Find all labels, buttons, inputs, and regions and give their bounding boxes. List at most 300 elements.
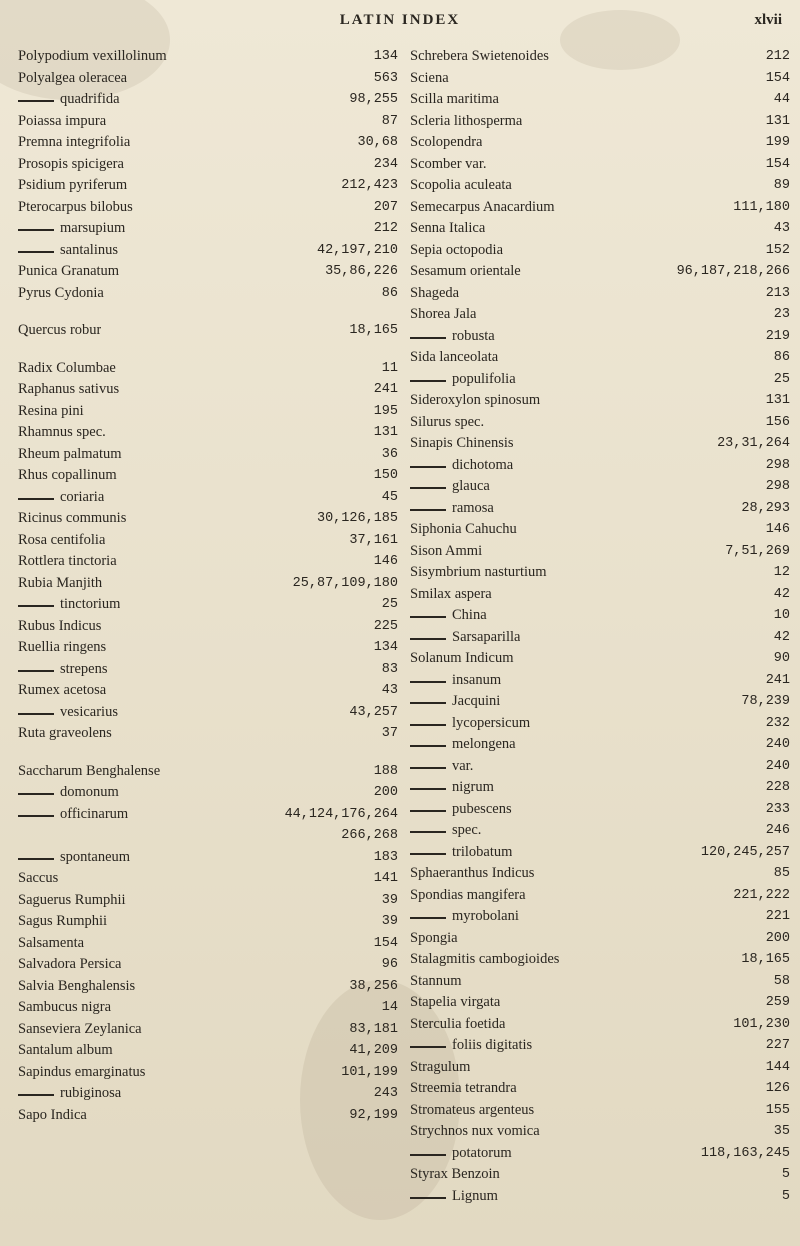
entry-name: tinctorium [18, 594, 120, 616]
right-index-column [410, 46, 790, 1223]
entry-name: Sagus Rumphii [18, 913, 108, 929]
entry-page-refs: 86 [381, 285, 398, 301]
entry-page-refs: 212,423 [341, 178, 398, 193]
entry-page-refs: 156 [765, 414, 790, 430]
entry-page-refs: 154 [765, 70, 790, 86]
index-entry [18, 804, 398, 826]
entry-name: Radix Columbae [18, 359, 116, 376]
index-entry [18, 487, 398, 509]
entry-name: potatorum [410, 1143, 512, 1165]
entry-page-refs: 152 [765, 242, 790, 258]
entry-page-refs: 25 [381, 597, 398, 612]
entry-name: strepens [18, 659, 108, 681]
entry-page-refs: 12 [773, 565, 790, 580]
index-entry [18, 68, 398, 90]
entry-name: santalinus [18, 240, 118, 262]
entry-page-refs: 199 [765, 135, 790, 150]
entry-name: Sepia octopodia [410, 241, 504, 258]
entry-name: Punica Granatum [18, 263, 120, 279]
index-entry [18, 240, 398, 262]
entry-name: Rubus Indicus [18, 617, 102, 634]
entry-name: Spondias mangifera [410, 886, 526, 903]
entry-name: Sanseviera Zeylanica [18, 1020, 142, 1037]
entry-page-refs: 43 [773, 221, 790, 236]
entry-name: Siphonia Cahuchu [410, 521, 517, 537]
entry-page-refs: 228 [765, 780, 790, 795]
entry-page-refs: 298 [765, 457, 790, 473]
entry-name: myrobolani [410, 906, 519, 928]
entry-name: Psidium pyriferum [18, 177, 128, 193]
entry-name: Sinapis Chinensis [410, 435, 514, 451]
index-entry [410, 799, 790, 821]
index-entry [410, 369, 790, 391]
entry-name: Salvia Benghalensis [18, 977, 136, 994]
entry-name: rubiginosa [18, 1083, 121, 1105]
entry-name: Saccus [18, 870, 59, 886]
entry-page-refs: 146 [765, 522, 790, 537]
entry-page-refs: 98,255 [349, 92, 398, 107]
entry-name: Sterculia foetida [410, 1015, 506, 1032]
entry-name: officinarum [18, 804, 128, 826]
entry-name: Shageda [410, 284, 460, 301]
entry-name: Sesamum orientale [410, 263, 521, 279]
entry-page-refs: 39 [381, 892, 398, 908]
index-entry [410, 863, 790, 885]
entry-page-refs: 241 [765, 672, 790, 688]
entry-name: Rhus copallinum [18, 467, 117, 483]
index-entry [18, 320, 398, 342]
index-entry [18, 530, 398, 552]
entry-name: Sarsaparilla [410, 627, 520, 649]
entry-page-refs: 243 [373, 1086, 398, 1101]
index-entry [410, 89, 790, 111]
index-entry [410, 541, 790, 563]
entry-page-refs: 195 [373, 403, 398, 419]
index-entry [18, 997, 398, 1019]
index-entry [410, 1186, 790, 1208]
index-entry [410, 304, 790, 326]
index-entry [410, 390, 790, 412]
entry-name: Jacquini [410, 691, 500, 713]
entry-name: coriaria [18, 487, 104, 509]
entry-name: Ricinus communis [18, 510, 127, 526]
entry-name: pubescens [410, 799, 512, 821]
entry-page-refs: 131 [765, 113, 790, 129]
entry-page-refs: 563 [373, 70, 398, 86]
entry-page-refs: 7,51,269 [725, 543, 790, 559]
index-entry [410, 261, 790, 283]
index-entry [18, 954, 398, 976]
entry-name: Sambucus nigra [18, 999, 112, 1015]
entry-page-refs: 87 [381, 113, 398, 129]
entry-page-refs: 25 [773, 371, 790, 387]
entry-name: Prosopis spicigera [18, 155, 124, 172]
index-entry [18, 1105, 398, 1127]
entry-page-refs: 42 [773, 629, 790, 645]
entry-page-refs: 154 [765, 156, 790, 172]
entry-page-refs: 188 [373, 763, 398, 779]
index-entry [18, 761, 398, 783]
index-entry [410, 433, 790, 455]
index-entry [410, 670, 790, 692]
entry-page-refs: 18,165 [741, 952, 790, 967]
entry-page-refs: 240 [765, 758, 790, 774]
index-entry [410, 756, 790, 778]
entry-name: Solanum Indicum [410, 650, 514, 666]
entry-name: Scopolia aculeata [410, 177, 512, 193]
entry-page-refs: 101,230 [733, 1016, 790, 1032]
entry-page-refs: 241 [373, 382, 398, 397]
entry-name: var. [410, 756, 473, 778]
entry-name: Styrax Benzoin [410, 1166, 500, 1182]
entry-name: melongena [410, 734, 516, 756]
entry-name: China [410, 605, 487, 627]
entry-page-refs: 25,87,109,180 [292, 575, 398, 591]
index-entry [18, 637, 398, 659]
entry-page-refs: 131 [765, 393, 790, 408]
entry-page-refs: 23,31,264 [717, 436, 790, 451]
index-entry [18, 401, 398, 423]
entry-name: Premna integrifolia [18, 134, 131, 150]
index-entry [18, 976, 398, 998]
index-entry [18, 444, 398, 466]
index-entry [18, 890, 398, 912]
entry-name: marsupium [18, 218, 125, 240]
entry-name: nigrum [410, 777, 494, 799]
entry-page-refs: 144 [765, 1059, 790, 1075]
entry-page-refs: 96,187,218,266 [676, 264, 790, 279]
index-group [18, 761, 398, 1127]
index-entry [410, 734, 790, 756]
index-group [18, 358, 398, 745]
entry-page-refs: 43 [381, 683, 398, 698]
index-entry [18, 659, 398, 681]
entry-page-refs: 18,165 [349, 323, 398, 338]
entry-name: ramosa [410, 498, 494, 520]
entry-name: Polyalgea oleracea [18, 69, 128, 86]
entry-page-refs: 101,199 [341, 1064, 398, 1080]
entry-page-refs: 85 [773, 866, 790, 881]
index-entry [410, 627, 790, 649]
index-entry [18, 616, 398, 638]
entry-name: robusta [410, 326, 495, 348]
entry-name: Stromateus argenteus [410, 1101, 535, 1118]
entry-name: Salvadora Persica [18, 956, 122, 972]
entry-name: Strychnos nux vomica [410, 1123, 540, 1139]
entry-page-refs: 221,222 [733, 887, 790, 903]
index-entry [18, 154, 398, 176]
entry-name: spontaneum [18, 847, 130, 869]
entry-name: Smilax aspera [410, 585, 492, 602]
entry-name: Rottlera tinctoria [18, 553, 117, 569]
index-entry [18, 89, 398, 111]
index-entry [410, 175, 790, 197]
entry-page-refs: 10 [773, 608, 790, 623]
entry-page-refs: 266,268 [341, 828, 398, 843]
entry-page-refs: 134 [373, 640, 398, 655]
index-entry [18, 911, 398, 933]
index-entry [410, 928, 790, 950]
entry-name: Sison Ammi [410, 542, 483, 559]
index-entry [410, 68, 790, 90]
entry-name: glauca [410, 476, 490, 498]
entry-name: Scleria lithosperma [410, 112, 523, 129]
entry-page-refs: 183 [373, 849, 398, 865]
entry-page-refs: 298 [765, 479, 790, 494]
entry-page-refs: 150 [373, 468, 398, 483]
entry-page-refs: 28,293 [741, 500, 790, 516]
entry-name: Stalagmitis cambogioides [410, 951, 560, 967]
entry-page-refs: 246 [765, 823, 790, 838]
entry-page-refs: 78,239 [741, 694, 790, 709]
entry-name: Stannum [410, 972, 462, 989]
entry-name: Ruta graveolens [18, 725, 112, 741]
entry-page-refs: 83 [381, 661, 398, 677]
index-entry [18, 46, 398, 68]
entry-name: Rumex acetosa [18, 682, 107, 698]
entry-name: Rheum palmatum [18, 445, 122, 462]
entry-name: Pterocarpus bilobus [18, 198, 133, 215]
index-entry [410, 476, 790, 498]
entry-name: quadrifida [18, 89, 120, 111]
entry-page-refs: 200 [765, 930, 790, 946]
entry-page-refs: 131 [373, 425, 398, 440]
entry-page-refs: 259 [765, 995, 790, 1010]
entry-page-refs: 212 [373, 221, 398, 236]
entry-name: Scomber var. [410, 155, 487, 172]
index-entry [18, 197, 398, 219]
entry-page-refs: 37 [381, 726, 398, 741]
entry-page-refs: 89 [773, 178, 790, 193]
entry-page-refs: 44 [773, 92, 790, 107]
index-entry [18, 218, 398, 240]
entry-name: Senna Italica [410, 220, 486, 236]
entry-name: Schrebera Swietenoides [410, 48, 549, 64]
index-entry [410, 326, 790, 348]
index-entry [410, 971, 790, 993]
entry-page-refs: 14 [381, 1000, 398, 1015]
entry-name: Polypodium vexillolinum [18, 48, 167, 64]
entry-name: insanum [410, 670, 501, 692]
entry-page-refs: 58 [773, 973, 790, 989]
entry-page-refs: 134 [373, 49, 398, 64]
index-entry [18, 573, 398, 595]
entry-page-refs: 111,180 [733, 199, 790, 215]
entry-page-refs: 30,126,185 [316, 511, 398, 526]
entry-page-refs: 35,86,226 [325, 264, 398, 279]
entry-name: Santalum album [18, 1042, 113, 1058]
entry-name: domonum [18, 782, 119, 804]
entry-name: Salsamenta [18, 934, 85, 951]
entry-name: Rhamnus spec. [18, 424, 106, 440]
index-entry [18, 175, 398, 197]
index-entry [18, 508, 398, 530]
index-entry [410, 562, 790, 584]
index-entry [410, 906, 790, 928]
entry-name: Stapelia virgata [410, 994, 501, 1010]
entry-name: Raphanus sativus [18, 381, 120, 397]
entry-page-refs: 232 [765, 715, 790, 731]
index-entry [410, 218, 790, 240]
entry-page-refs: 212 [765, 49, 790, 64]
entry-name: trilobatum [410, 842, 512, 864]
index-entry [410, 820, 790, 842]
index-entry [18, 283, 398, 305]
page-number: xlvii [754, 12, 782, 28]
index-entry [18, 933, 398, 955]
index-entry [410, 455, 790, 477]
entry-page-refs: 90 [773, 651, 790, 666]
index-entry [18, 465, 398, 487]
entry-name: dichotoma [410, 455, 513, 477]
index-entry [18, 1062, 398, 1084]
entry-name: Sphaeranthus Indicus [410, 865, 535, 881]
entry-page-refs: 30,68 [357, 135, 398, 150]
index-entry [410, 1078, 790, 1100]
entry-page-refs: 207 [373, 199, 398, 215]
entry-name: Shorea Jala [410, 306, 477, 322]
index-entry [410, 1121, 790, 1143]
entry-page-refs: 221 [765, 909, 790, 924]
index-group [410, 46, 790, 1207]
entry-page-refs: 41,209 [349, 1043, 398, 1058]
entry-page-refs: 23 [773, 307, 790, 322]
index-entry [410, 691, 790, 713]
entry-page-refs: 118,163,245 [700, 1145, 790, 1161]
entry-page-refs: 213 [765, 285, 790, 301]
entry-page-refs: 42,197,210 [316, 242, 398, 258]
entry-name: foliis digitatis [410, 1035, 532, 1057]
index-entry [18, 111, 398, 133]
index-entry [410, 992, 790, 1014]
index-entry [18, 782, 398, 804]
entry-name: Rubia Manjith [18, 574, 103, 591]
index-entry [410, 1014, 790, 1036]
entry-name: Poiassa impura [18, 112, 107, 129]
index-entry [18, 702, 398, 724]
entry-name: Ruellia ringens [18, 639, 107, 655]
entry-name: Silurus spec. [410, 413, 485, 430]
index-entry [18, 358, 398, 380]
index-entry [18, 1019, 398, 1041]
index-entry [410, 240, 790, 262]
entry-page-refs: 36 [381, 446, 398, 462]
entry-page-refs: 86 [773, 350, 790, 365]
entry-page-refs: 120,245,257 [700, 844, 790, 860]
index-entry [18, 723, 398, 745]
entry-page-refs: 38,256 [349, 978, 398, 994]
entry-page-refs: 155 [765, 1102, 790, 1118]
index-entry [18, 261, 398, 283]
entry-name: Streemia tetrandra [410, 1080, 517, 1096]
entry-name: Sapo Indica [18, 1106, 87, 1123]
entry-name: Sideroxylon spinosum [410, 392, 541, 408]
page-header [0, 8, 800, 42]
entry-name: Rosa centifolia [18, 531, 106, 548]
index-entry [410, 197, 790, 219]
entry-name: spec. [410, 820, 481, 842]
index-entry [410, 885, 790, 907]
entry-page-refs: 43,257 [349, 704, 398, 720]
entry-page-refs: 219 [765, 328, 790, 344]
entry-name: Stragulum [410, 1058, 471, 1075]
index-entry [410, 842, 790, 864]
index-entry [18, 847, 398, 869]
left-index-column [18, 46, 398, 1142]
index-entry [410, 777, 790, 799]
index-entry [410, 519, 790, 541]
entry-page-refs: 11 [381, 360, 398, 376]
entry-name: Saccharum Benghalense [18, 762, 161, 779]
entry-name: vesicarius [18, 702, 118, 724]
index-entry [410, 1057, 790, 1079]
entry-page-refs: 240 [765, 737, 790, 752]
index-entry [410, 1164, 790, 1186]
index-entry [18, 379, 398, 401]
index-entry [410, 1035, 790, 1057]
entry-name: Scilla maritima [410, 91, 499, 107]
entry-name: lycopersicum [410, 713, 530, 735]
entry-page-refs: 154 [373, 935, 398, 951]
index-entry [410, 1100, 790, 1122]
entry-name: populifolia [410, 369, 516, 391]
index-entry [18, 422, 398, 444]
entry-page-refs: 39 [381, 914, 398, 929]
index-entry [410, 111, 790, 133]
entry-page-refs: 42 [773, 586, 790, 602]
entry-page-refs: 44,124,176,264 [284, 806, 398, 822]
index-entry [410, 949, 790, 971]
entry-name: Scolopendra [410, 134, 483, 150]
entry-name: Sisymbrium nasturtium [410, 564, 547, 580]
entry-page-refs: 83,181 [349, 1021, 398, 1037]
index-entry [410, 713, 790, 735]
index-entry [410, 605, 790, 627]
index-entry [410, 46, 790, 68]
entry-page-refs: 233 [765, 801, 790, 817]
index-entry [18, 680, 398, 702]
page-title: LATIN INDEX [339, 12, 461, 28]
index-entry [410, 412, 790, 434]
entry-page-refs: 96 [381, 957, 398, 972]
index-entry [18, 1083, 398, 1105]
index-entry [410, 1143, 790, 1165]
index-entry [410, 648, 790, 670]
entry-page-refs: 92,199 [349, 1107, 398, 1123]
index-group [18, 320, 398, 342]
entry-page-refs: 45 [381, 489, 398, 505]
entry-name: Semecarpus Anacardium [410, 198, 555, 215]
entry-page-refs: 227 [765, 1038, 790, 1053]
entry-page-refs: 141 [373, 871, 398, 886]
index-group [18, 46, 398, 304]
index-entry [18, 825, 398, 847]
entry-page-refs: 200 [373, 785, 398, 800]
entry-name: Sciena [410, 69, 449, 86]
entry-name: Saguerus Rumphii [18, 891, 126, 908]
index-entry [410, 584, 790, 606]
index-entry [18, 551, 398, 573]
index-entry [410, 154, 790, 176]
entry-name: Resina pini [18, 402, 84, 419]
entry-page-refs: 37,161 [349, 532, 398, 548]
index-entry [410, 283, 790, 305]
entry-name: Quercus robur [18, 322, 102, 338]
entry-page-refs: 225 [373, 618, 398, 634]
entry-page-refs: 5 [781, 1188, 790, 1204]
index-entry [18, 594, 398, 616]
entry-name: Spongia [410, 929, 458, 946]
